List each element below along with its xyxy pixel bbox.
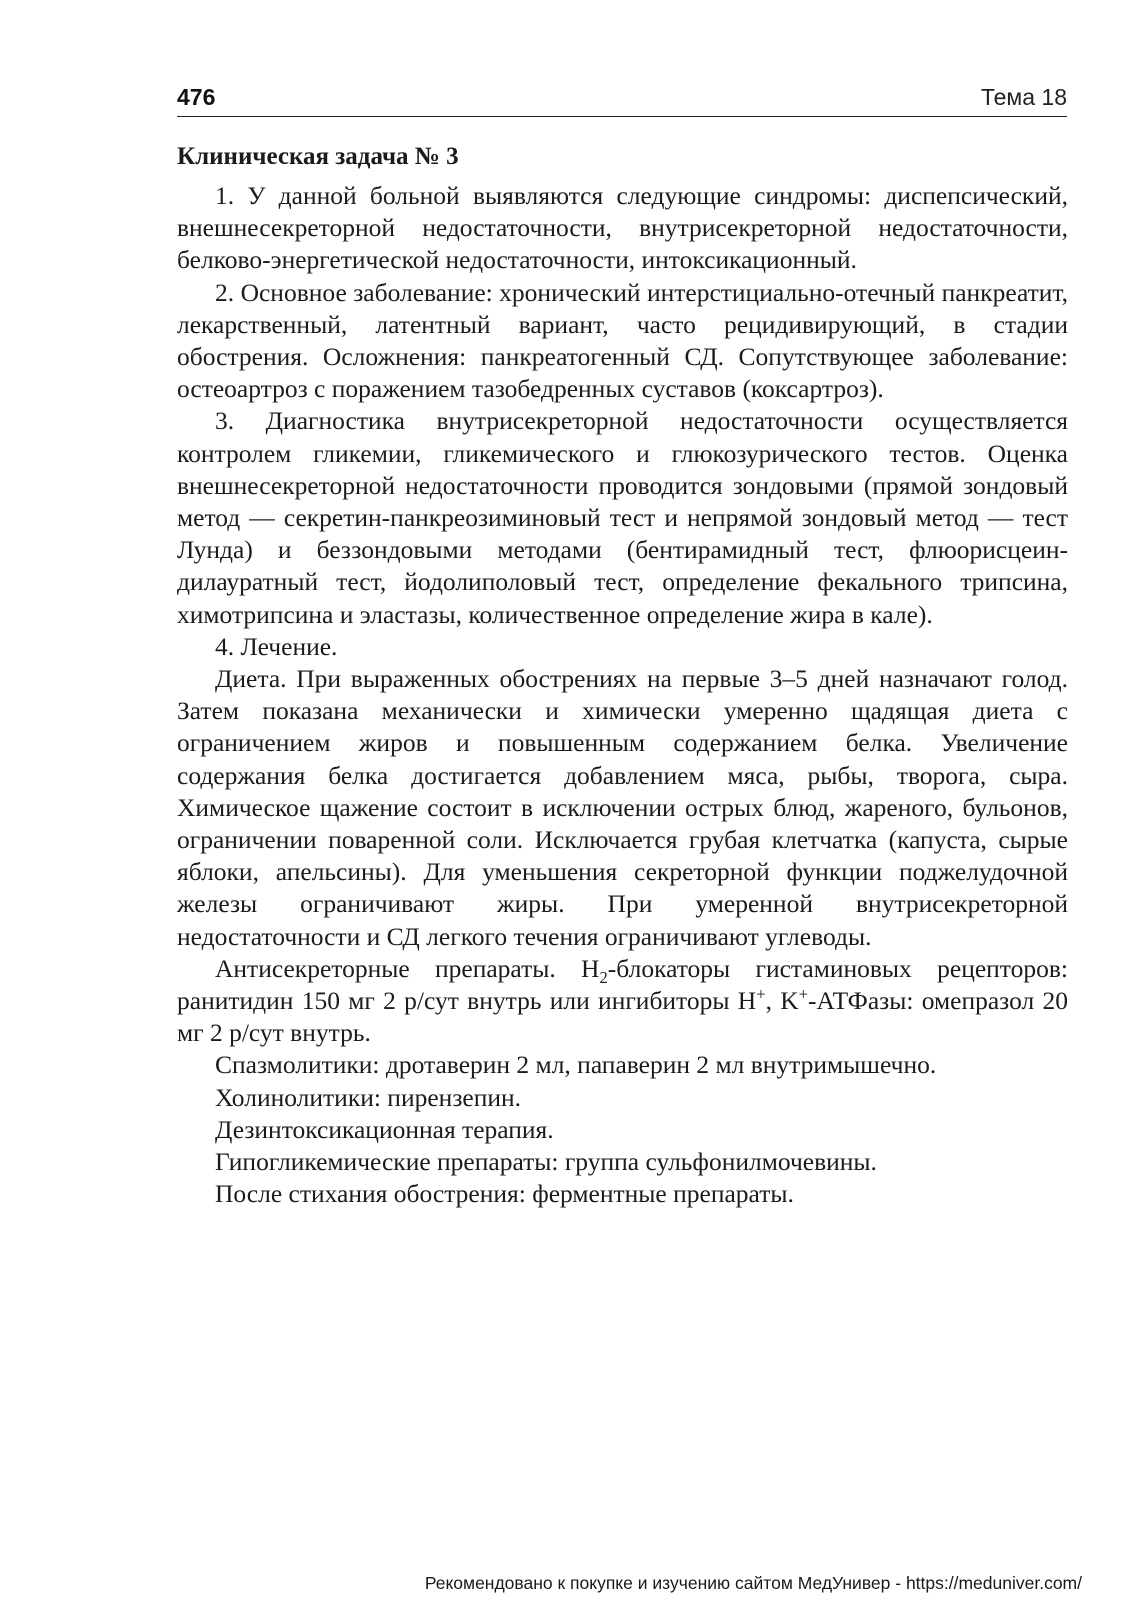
page-number: 476 [177,84,216,110]
antisecretory-text-1: Антисекреторные препараты. H [215,953,600,983]
antisecretory-text-4: -АТФазы: омепразол 20 мг 2 р/сут внутрь. [177,986,1069,1048]
paragraph-after-exacerbation: После стихания обострения: ферментные препараты. [215,1179,794,1209]
antisecretory-text-2: -блокаторы гистаминовых рецепторов: ранитидин 150 мг 2 р/сут внутрь или ингибиторы H [177,953,1068,1016]
paragraph-syndromes: 1. У данной больной выявляются следующие синдромы: диспепсический, внешнесекреторной недостаточности, внутрисекреторной недостаточности, белково-энергетической недостаточности, интоксикационный. [177,181,1068,275]
superscript-plus-1: + [756,984,766,1004]
paragraph-diagnosis: 2. Основное заболевание: хронический интерстициально-отечный панкреатит, лекарственный, латентный вариант, часто рецидивирующий, в стадии обострения. Осложнения: панкреатогенный СД. Сопутствующее заболевание: остеоартроз с поражением тазобедренных суставов (коксартроз). [177,277,1068,404]
subscript-2: 2 [599,967,608,987]
page-body [177,140,1068,1211]
paragraph-hypoglycemic: Гипогликемические препараты: группа сульфонилмочевины. [215,1147,877,1177]
antisecretory-text-3: , K [765,986,799,1016]
running-head [177,82,1067,117]
section-title: Тема 18 [980,84,1067,110]
paragraph-detox: Дезинтоксикационная терапия. [215,1114,554,1144]
footer-recommendation: Рекомендовано к покупке и изучению сайтом МедУнивер - https://meduniver.com/ [424,1573,1082,1593]
task-heading: Клиническая задача № 3 [177,143,459,170]
superscript-plus-2: + [798,984,808,1004]
paragraph-spasmolytics: Спазмолитики: дротаверин 2 мл, папаверин 2 мл внутримышечно. [215,1050,937,1080]
paragraph-treatment-heading: 4. Лечение. [215,631,338,661]
paragraph-diet: Диета. При выраженных обострениях на первые 3–5 дней назначают голод. Затем показана механически и химически умеренно щадящая диета с ограничением жиров и повышенным содержанием белка. Увеличение содержания белка достигается добавлением мяса, рыбы, творога, сыра. Химическое щажение состоит в исключении острых блюд, жареного, бульонов, ограничении поваренной соли. Исключается грубая клетчатка (капуста, сырые яблоки, апельсины). Для уменьшения секреторной функции поджелудочной железы ограничивают жиры. При умеренной внутрисекреторной недостаточности и СД легкого течения ограничивают углеводы. [177,664,1068,951]
paragraph-antisecretory [177,953,1068,1050]
paragraph-diagnostics: 3. Диагностика внутрисекреторной недостаточности осуществляется контролем гликемии, гликемического и глюкозурического тестов. Оценка внешнесекреторной недостаточности проводится зондовыми (прямой зондовый метод — секретин-панкреозиминовый тест и непрямой зондовый метод — тест Лунда) и беззондовыми методами (бентирамидный тест, флюорисцеин-дилауратный тест, йодолиполовый тест, определение фекального трипсина, химотрипсина и эластазы, количественное определение жира в кале). [177,406,1068,629]
paragraph-cholinolytics: Холинолитики: пирензепин. [215,1082,522,1112]
